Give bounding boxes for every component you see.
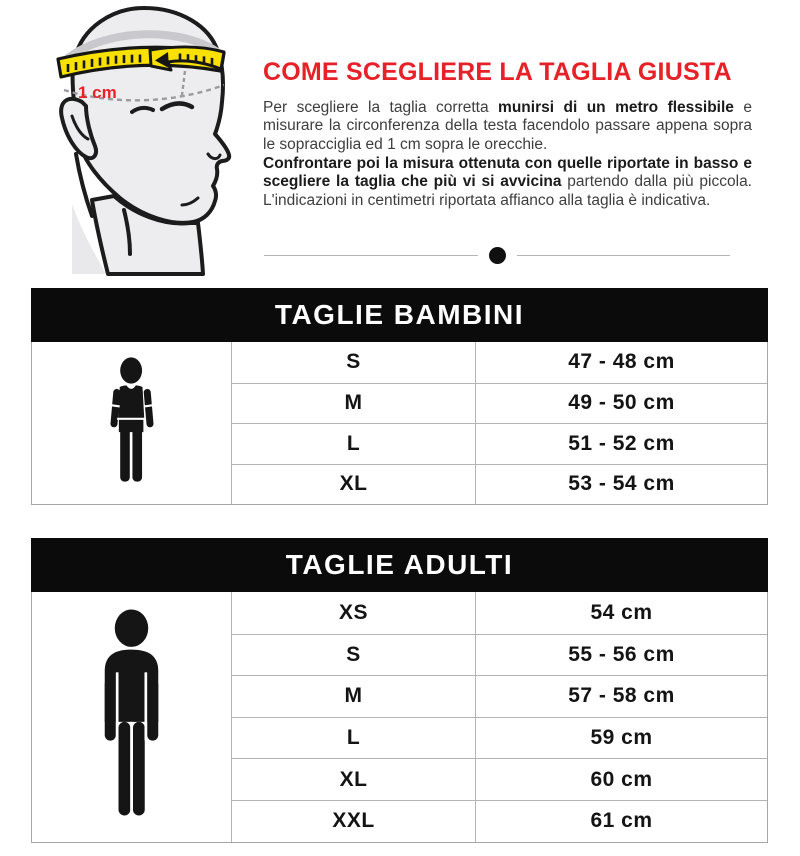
size-measure: 53 - 54 cm: [476, 464, 767, 505]
head-measurement-illustration: [12, 2, 264, 278]
size-label: XL: [232, 464, 476, 505]
intro-paragraph-2: Confrontare poi la misura ottenuta con quelle riportate in basso e scegliere la taglia che più vi si avvicina partendo dalla più piccola. L'indicazioni in centimetri riportata affianco alla taglia è indicativa.: [263, 154, 752, 209]
children-size-table: [31, 288, 768, 505]
size-label: XXL: [232, 800, 476, 842]
children-table-title: TAGLIE BAMBINI: [31, 288, 768, 342]
size-label: L: [232, 717, 476, 759]
size-label: M: [232, 383, 476, 424]
intro-section: [0, 0, 800, 288]
divider-line: [264, 255, 478, 256]
size-measure: 47 - 48 cm: [568, 350, 675, 374]
section-divider: [264, 247, 730, 264]
adults-table-title: TAGLIE ADULTI: [31, 538, 768, 592]
adult-icon: [32, 592, 232, 842]
adults-size-table: [31, 538, 768, 843]
child-icon: [32, 342, 232, 504]
size-measure: 51 - 52 cm: [476, 423, 767, 464]
size-measure: 60 cm: [476, 758, 767, 800]
intro-paragraph-1: Per scegliere la taglia corretta munirsi di un metro flessibile e misurare la circonferenza della testa facendolo passare appena sopra le sopracciglia ed 1 cm sopra le orecchie.: [263, 98, 752, 153]
size-label: S: [232, 342, 476, 383]
size-measure: 57 - 58 cm: [476, 675, 767, 717]
size-label: XL: [232, 758, 476, 800]
size-measure: 61 cm: [476, 800, 767, 842]
size-label: S: [232, 634, 476, 676]
intro-text-block: [263, 58, 752, 210]
size-measure: 59 cm: [476, 717, 767, 759]
divider-line: [517, 255, 731, 256]
size-measure: 49 - 50 cm: [476, 383, 767, 424]
size-label: L: [232, 423, 476, 464]
size-label: XS: [232, 592, 476, 634]
size-label: M: [232, 675, 476, 717]
divider-dot-icon: [489, 247, 506, 264]
children-table-body: [31, 342, 768, 505]
tape-label: 1 cm: [78, 83, 117, 102]
size-measure: 54 cm: [590, 600, 653, 624]
page-title: COME SCEGLIERE LA TAGLIA GIUSTA: [263, 58, 732, 86]
adults-table-body: [31, 592, 768, 843]
size-measure: 55 - 56 cm: [476, 634, 767, 676]
